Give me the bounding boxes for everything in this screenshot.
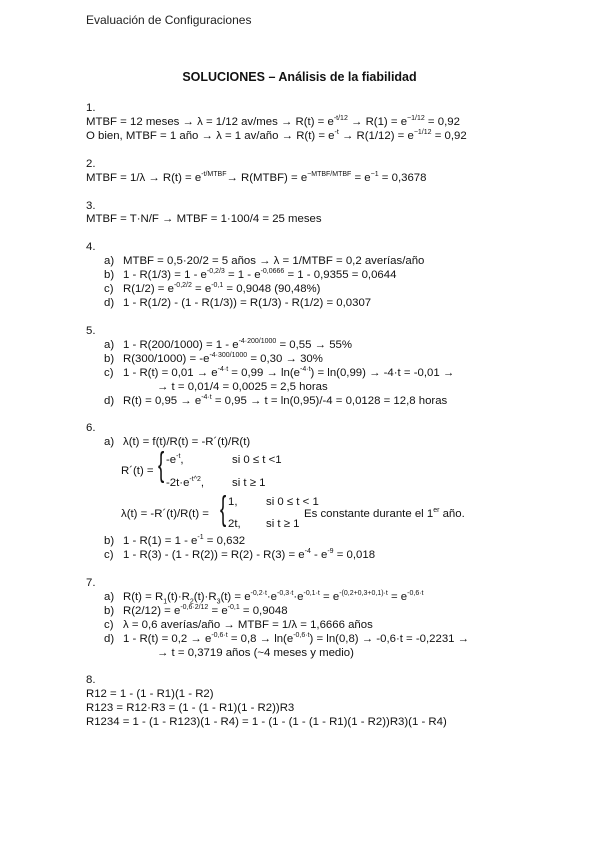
section-8-line-2: R123 = R12·R3 = (1 - (1 - R1)(1 - R2))R3 xyxy=(86,702,295,714)
rprime-case-1-condition: si 0 ≤ t <1 xyxy=(232,454,282,466)
lambda-note: Es constante durante el 1er año. xyxy=(304,507,465,520)
section-4-item-c: $R(1/2) = e^{-0,2/2} = e^{-0,1} = 0,9048$ (90,48%) xyxy=(123,282,321,295)
section-8-line-1: R12 = 1 - (1 - R1)(1 - R2) xyxy=(86,688,214,700)
section-5-item-b: $R(300/1000) = -e^{-4\cdot 300/1000} = 0,30 \to 30\%$ xyxy=(123,352,323,365)
page-title: SOLUCIONES – Análisis de la fiabilidad xyxy=(182,70,417,84)
section-2-line: MTBF = $1/\lambda \to R(t) = e^{-t/MTBF}\to$ R(MTBF) = $e^{-MTBF/MTBF} = e^{-1} = 0,3678$ xyxy=(86,171,427,184)
section-7-item-b: $R(2/12) = e^{-0,6\cdot 2/12} = e^{-0,1} = 0,9048$ xyxy=(123,604,288,617)
section-6-item-a: λ(t) = f(t)/R(t) = -R´(t)/R(t) xyxy=(123,436,251,448)
item-label: a) xyxy=(104,436,115,448)
lambda-case-2-condition: si t ≥ 1 xyxy=(266,518,300,530)
section-7-item-a: $R(t) = R_1(t)\cdot R_2(t)\cdot R_3(t) = e^{-0,2\cdot t}\cdot e^{-0,3\cdot t}\cdot e^{-0,1\cdot t} = e^{-(0,2+0,3+0,1)\cdot t} = e^{-0,6\cdot t}$ xyxy=(123,590,424,606)
item-label: b) xyxy=(104,353,115,365)
item-label: a) xyxy=(104,591,115,603)
item-label: c) xyxy=(104,367,114,379)
rprime-case-2-condition: si t ≥ 1 xyxy=(232,477,266,489)
section-5-item-d: $R(t) = 0,95 \to e^{-4\cdot t} = 0,95 \to t = \ln(0,95)/-4 = 0,0128 = 12,8$ horas xyxy=(123,394,448,407)
item-label: a) xyxy=(104,255,115,267)
item-label: d) xyxy=(104,395,115,407)
section-7-item-d-cont: → t = 0,3719 años (~4 meses y medio) xyxy=(157,647,354,659)
item-label: b) xyxy=(104,605,115,617)
section-4-item-d: 1 - R(1/2) - (1 - R(1/3)) = R(1/3) - R(1/2) = 0,0307 xyxy=(123,297,372,309)
section-5-item-a: $1 - R(200/1000) = 1 - e^{-4\cdot 200/1000} = 0,55 \to 55\%$ xyxy=(123,338,352,351)
lambda-label: λ(t) = -R´(t)/R(t) = xyxy=(121,508,209,520)
left-brace: { xyxy=(158,446,165,484)
section-1-line-2: O bien, MTBF = 1 año → λ = 1 av/año → $R(t) = e^{-t} \to R(1/12) = e^{-1/12} = 0,92$ xyxy=(86,129,467,142)
lambda-case-1-condition: si 0 ≤ t < 1 xyxy=(266,496,319,508)
section-4-number: 4. xyxy=(86,241,96,253)
section-5-item-c-cont: → t = 0,01/4 = 0,0025 = 2,5 horas xyxy=(157,381,328,393)
section-5-number: 5. xyxy=(86,325,96,337)
rprime-case-1: $-e^{-t}$, xyxy=(166,453,184,466)
rprime-label: R´(t) = xyxy=(121,465,154,477)
section-6-item-b: $1 - R(1) = 1 - e^{-1} = 0,632$ xyxy=(123,534,246,547)
section-5-item-c: $1 - R(t) = 0,01 \to e^{-4\cdot t} = 0,99 \to \ln(e^{-4\cdot t}) = \ln(0,99) \to -4\cdot t = -0,01$ → xyxy=(123,366,455,379)
lambda-case-1: 1, xyxy=(228,496,238,508)
item-label: c) xyxy=(104,549,114,561)
section-7-item-c: λ = 0,6 averías/año → MTBF = 1/λ = 1,6666 años xyxy=(123,619,373,631)
item-label: a) xyxy=(104,339,115,351)
section-6-number: 6. xyxy=(86,422,96,434)
lambda-case-2: 2t, xyxy=(228,518,241,530)
item-label: d) xyxy=(104,633,115,645)
section-1-line-1: MTBF = 12 meses → λ = 1/12 $av/mes \to R(t) = e^{-t/12} \to R(1) = e^{-1/12} = 0,92$ xyxy=(86,115,460,128)
section-6-item-c: $1 - R(3) - (1 - R(2)) = R(2) - R(3) = e^{-4} - e^{-9} = 0,018$ xyxy=(123,548,376,561)
section-4-item-b: $1 - R(1/3) = 1 - e^{-0,2/3} = 1 - e^{-0,0666} = 1 - 0,9355 = 0,0644$ xyxy=(123,268,397,281)
section-8-number: 8. xyxy=(86,674,96,686)
section-8-line-3: R1234 = 1 - (1 - R123)(1 - R4) = 1 - (1 - (1 - (1 - R1)(1 - R2))R3)(1 - R4) xyxy=(86,716,447,728)
section-7-number: 7. xyxy=(86,577,96,589)
section-1-number: 1. xyxy=(86,102,96,114)
item-label: c) xyxy=(104,619,114,631)
item-label: d) xyxy=(104,297,115,309)
section-7-item-d: $1 - R(t) = 0,2 \to e^{-0,6\cdot t} = 0,8 \to \ln(e^{-0,6\cdot t}) = \ln(0,8) \to -0,6\cdot t = -0,2231$ → xyxy=(123,632,470,645)
section-4-item-a: MTBF = 0,5·20/2 = 5 años → λ = 1/MTBF = 0,2 averías/año xyxy=(123,255,425,267)
section-2-number: 2. xyxy=(86,158,96,170)
rprime-case-2: $-2t\cdot e^{-t\^{}2}$, xyxy=(166,476,205,489)
page-header: Evaluación de Configuraciones xyxy=(86,13,252,27)
section-3-line: MTBF = T·N/F → MTBF = 1·100/4 = 25 meses xyxy=(86,213,322,225)
section-3-number: 3. xyxy=(86,200,96,212)
left-brace: { xyxy=(220,490,227,528)
item-label: b) xyxy=(104,535,115,547)
item-label: b) xyxy=(104,269,115,281)
item-label: c) xyxy=(104,283,114,295)
